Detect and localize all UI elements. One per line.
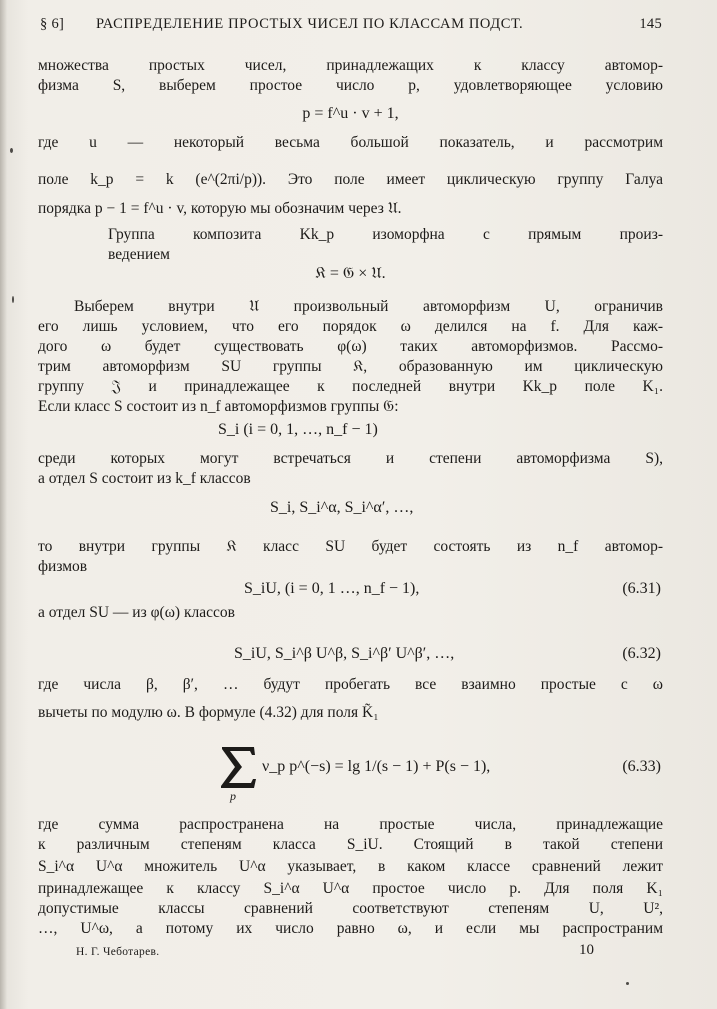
text-line: дого ω будет существовать φ(ω) таких автоморфизмов. Рассмо- (38, 338, 663, 355)
text-line: S_i^α U^α множитель U^α указывает, в каком классе сравнений лежит (38, 858, 663, 875)
text-line: а отдел SU — из φ(ω) классов (38, 604, 235, 621)
text-line: …, U^ω, а потому их число равно ω, и если мы распространим (38, 920, 663, 937)
equation-number-6-33: (6.33) (622, 758, 661, 775)
text-line: допустимые классы сравнений соответствуют степеням U, U², (38, 900, 663, 917)
print-speck (10, 148, 13, 153)
signature-mark: 10 (579, 942, 594, 958)
text-line: группу 𝔍 и принадлежащее к последней внутри Kk_p поле K₁. (38, 378, 663, 395)
text-line: физма S, выберем простое число p, удовлетворяющее условию (38, 77, 663, 94)
text-line: поле k_p = k (e^(2πi/p)). Это поле имеет циклическую группу Галуа (38, 171, 663, 188)
footer-author: Н. Г. Чеботарев. (76, 946, 160, 958)
book-spine-shadow (0, 0, 7, 1009)
summation-index: p (230, 789, 236, 803)
page-number: 145 (639, 16, 662, 32)
text-line: его лишь условием, что его порядок ω делился на f. Для каж- (38, 318, 663, 335)
text-line: к различным степеням класса S_iU. Стоящий в такой степени (38, 836, 663, 853)
section-number: § 6] (40, 16, 65, 32)
text-line: Выберем внутри 𝔘 произвольный автоморфизм U, ограничив (74, 298, 663, 315)
text-line: то внутри группы 𝔎 класс SU будет состоять из n_f автомор- (38, 538, 663, 555)
summation-sign-icon (220, 745, 256, 789)
equation-sum-formula: ν_p p^(−s) = lg 1/(s − 1) + P(s − 1), (262, 758, 491, 775)
running-title: РАСПРЕДЕЛЕНИЕ ПРОСТЫХ ЧИСЕЛ ПО КЛАССАМ ПОДСТ. (96, 16, 524, 32)
text-line: а отдел S состоит из k_f классов (38, 470, 251, 487)
print-speck (12, 296, 14, 303)
text-line: среди которых могут встречаться и степени автоморфизма S), (38, 450, 663, 467)
text-line: физмов (38, 558, 88, 575)
equation-class-elements: S_i (i = 0, 1, …, n_f − 1) (218, 421, 378, 438)
equation-prime-condition: p = f^u · v + 1, (302, 105, 399, 122)
print-speck (626, 982, 629, 985)
text-line: где сумма распространена на простые числа, принадлежащие (38, 816, 663, 833)
equation-su-classes: S_iU, S_i^β U^β, S_i^β′ U^β′, …, (234, 645, 455, 662)
text-line: Если класс S состоит из n_f автоморфизмов группы 𝔊: (38, 398, 399, 415)
running-header (40, 14, 662, 38)
text-line: принадлежащее к классу S_i^α U^α простое число p. Для поля K₁ (38, 880, 663, 897)
text-line: порядка p − 1 = f^u · v, которую мы обозначим через 𝔘. (38, 200, 402, 217)
equation-number-6-31: (6.31) (622, 580, 661, 597)
text-line: где u — некоторый весьма большой показатель, и рассмотрим (38, 134, 663, 151)
equation-su-elements: S_iU, (i = 0, 1 …, n_f − 1), (244, 580, 420, 597)
text-line: множества простых чисел, принадлежащих к классу автомор- (38, 57, 663, 74)
text-line: ведением (108, 246, 170, 263)
equation-number-6-32: (6.32) (622, 645, 661, 662)
text-line: Группа композита Kk_p изоморфна с прямым произ- (108, 226, 663, 243)
text-line: вычеты по модулю ω. В формуле (4.32) для поля K̃₁ (38, 704, 379, 721)
equation-direct-product: 𝔎 = 𝔊 × 𝔘. (315, 265, 386, 282)
text-line: где числа β, β′, … будут пробегать все взаимно простые с ω (38, 676, 663, 693)
text-line: трим автоморфизм SU группы 𝔎, образованную им циклическую (38, 358, 663, 375)
equation-class-powers: S_i, S_i^α, S_i^α′, …, (270, 499, 414, 516)
